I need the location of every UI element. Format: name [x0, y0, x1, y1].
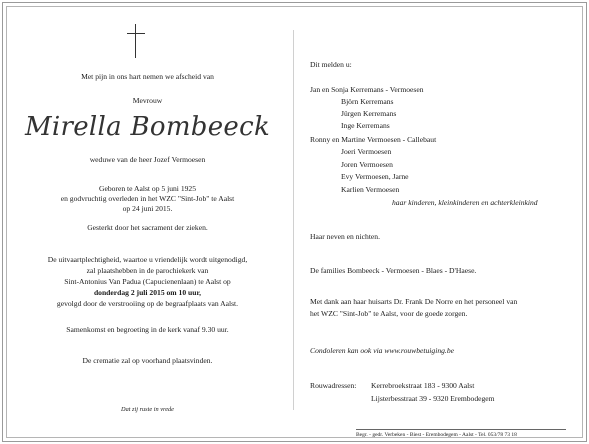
address-label: Rouwadressen: — [310, 381, 357, 390]
family-line: Björn Kerremans — [341, 97, 394, 106]
family-line: Ronny en Martine Vermoesen - Callebaut — [310, 135, 437, 144]
funeral-text-2: zal plaatshebben in de parochiekerk van — [86, 266, 209, 275]
grandchildren-text: haar kinderen, kleinkinderen en achterkleinkind — [392, 198, 538, 207]
death-text-1: en godvruchtig overleden in het WZC "Sint-Job" te Aalst — [60, 194, 235, 203]
death-text-2: op 24 juni 2015. — [122, 204, 173, 213]
family-line: Evy Vermoesen, Jarne — [341, 172, 409, 181]
family-line: Joeri Vermoesen — [341, 147, 392, 156]
family-line: Karlien Vermoesen — [341, 185, 400, 194]
funeral-text-3: Sint-Antonius Van Padua (Capucienenlaan) te Aalst op — [64, 277, 231, 286]
announce-text: Dit melden u: — [310, 60, 352, 69]
funeral-text-1: De uitvaartplechtigheid, waartoe u vriendelijk wordt uitgenodigd, — [47, 255, 248, 264]
thanks-text-1: Met dank aan haar huisarts Dr. Frank De Norre en het personeel van — [310, 297, 518, 306]
footer-rule — [356, 429, 566, 430]
intro-text: Met pijn in ons hart nemen we afscheid van — [81, 72, 214, 81]
thanks-text-2: het WZC "Sint-Job" te Aalst, voor de goede zorgen. — [310, 309, 468, 318]
family-line: Inge Kerremans — [341, 121, 390, 130]
nephews-text: Haar neven en nichten. — [310, 232, 380, 241]
rest-in-peace: Dat zij ruste in vrede — [121, 406, 174, 413]
funeral-text-5: gevolgd door de verstrooiing op de begraafplaats van Aalst. — [56, 299, 239, 308]
family-line: Jan en Sonja Kerremans - Vermoesen — [310, 85, 424, 94]
deceased-name: Mirella Bombeeck — [24, 112, 271, 142]
family-line: Jürgen Kerremans — [341, 109, 397, 118]
cross-icon — [125, 24, 147, 58]
cremation-text: De crematie zal op voorhand plaatsvinden. — [82, 356, 213, 365]
family-line: Joren Vermoesen — [341, 160, 393, 169]
honorific: Mevrouw — [132, 96, 163, 105]
inner-frame — [6, 6, 583, 438]
gathering-text: Samenkomst en begroeting in de kerk vanaf 9.30 uur. — [66, 325, 229, 334]
address-line-1: Kerrebroekstraat 183 - 9300 Aalst — [371, 381, 475, 390]
sacrament-text: Gesterkt door het sacrament der zieken. — [87, 223, 208, 232]
address-line-2: Lijsterbesstraat 39 - 9320 Erembodegem — [371, 394, 495, 403]
widow-text: weduwe van de heer Jozef Vermoesen — [89, 155, 206, 164]
condolences-text: Condoleren kan ook via www.rouwbetuiging.be — [310, 346, 454, 355]
families-text: De families Bombeeck - Vermoesen - Blaes - D'Haese. — [310, 266, 477, 275]
birth-text: Geboren te Aalst op 5 juni 1925 — [98, 184, 197, 193]
center-fold — [293, 30, 294, 410]
printer-footer: Begr. - gedr. Verbeken - Biest - Erembodegem - Aalst - Tel. 053/78 73 18 — [356, 432, 517, 438]
funeral-date: donderdag 2 juli 2015 om 10 uur, — [93, 288, 202, 297]
